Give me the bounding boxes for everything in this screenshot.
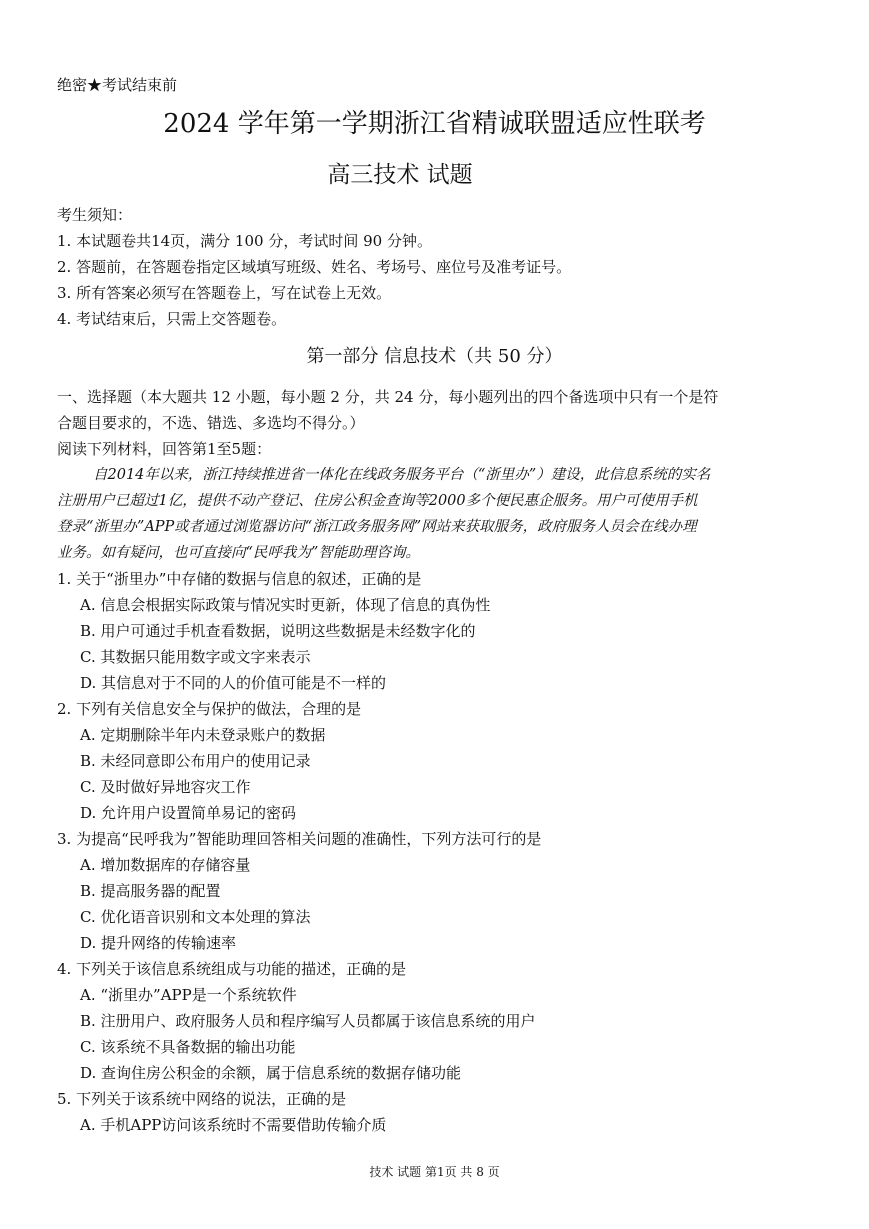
notice-heading: 考生须知：	[57, 206, 133, 224]
question-option: A. 定期删除半年内未登录账户的数据	[80, 726, 326, 744]
notice-item: 2. 答题前，在答题卷指定区域填写班级、姓名、考场号、座位号及准考证号。	[57, 258, 572, 276]
confidential-label: 绝密★考试结束前	[57, 76, 178, 94]
question-option: A. 信息会根据实际政策与情况实时更新，体现了信息的真伪性	[80, 596, 491, 614]
question-option: D. 其信息对于不同的人的价值可能是不一样的	[80, 674, 387, 692]
exam-subtitle: 高三技术 试题	[327, 162, 473, 188]
question-option: B. 未经同意即公布用户的使用记录	[80, 752, 311, 770]
question-option: A. 增加数据库的存储容量	[80, 856, 251, 874]
material-line: 注册用户已超过1亿，提供不动产登记、住房公积金查询等2000多个便民惠企服务。用户可使用手机	[57, 493, 698, 509]
question-option: A. “浙里办”APP是一个系统软件	[80, 986, 297, 1004]
reading-prompt: 阅读下列材料，回答第1至5题：	[57, 440, 272, 458]
question-stem: 4. 下列关于该信息系统组成与功能的描述，正确的是	[57, 960, 407, 978]
section-title: 第一部分 信息技术（共 50 分）	[306, 346, 563, 367]
exam-title: 2024 学年第一学期浙江省精诚联盟适应性联考	[163, 109, 706, 139]
section-instruction: 一、选择题（本大题共 12 小题，每小题 2 分，共 24 分，每小题列出的四个备选项中只有一个是符	[57, 388, 719, 406]
material-line: 自2014年以来，浙江持续推进省一体化在线政务服务平台（“浙里办”）建设，此信息系统的实名	[93, 467, 711, 483]
page-footer: 技术 试题 第1页 共 8 页	[369, 1165, 500, 1179]
question-option: D. 允许用户设置简单易记的密码	[80, 804, 297, 822]
section-instruction: 合题目要求的，不选、错选、多选均不得分。）	[57, 414, 365, 432]
question-option: B. 注册用户、政府服务人员和程序编写人员都属于该信息系统的用户	[80, 1012, 536, 1030]
question-option: C. 其数据只能用数字或文字来表示	[80, 648, 311, 666]
question-option: A. 手机APP访问该系统时不需要借助传输介质	[80, 1116, 387, 1134]
question-option: B. 用户可通过手机查看数据，说明这些数据是未经数字化的	[80, 622, 476, 640]
question-option: B. 提高服务器的配置	[80, 882, 221, 900]
question-option: C. 优化语音识别和文本处理的算法	[80, 908, 311, 926]
material-line: 业务。如有疑问，也可直接向“民呼我为”智能助理咨询。	[57, 545, 420, 561]
notice-item: 4. 考试结束后，只需上交答题卷。	[57, 310, 287, 328]
question-stem: 1. 关于“浙里办”中存储的数据与信息的叙述，正确的是	[57, 570, 422, 588]
question-option: D. 提升网络的传输速率	[80, 934, 237, 952]
notice-item: 3. 所有答案必须写在答题卷上，写在试卷上无效。	[57, 284, 392, 302]
notice-item: 1. 本试题卷共14页，满分 100 分，考试时间 90 分钟。	[57, 232, 432, 250]
question-stem: 5. 下列关于该系统中网络的说法，正确的是	[57, 1090, 347, 1108]
question-stem: 2. 下列有关信息安全与保护的做法，合理的是	[57, 700, 362, 718]
material-line: 登录“浙里办”APP或者通过浏览器访问“浙江政务服务网”网站来获取服务，政府服务人员会在线办理	[57, 519, 697, 535]
question-option: C. 及时做好异地容灾工作	[80, 778, 251, 796]
question-stem: 3. 为提高“民呼我为”智能助理回答相关问题的准确性，下列方法可行的是	[57, 830, 542, 848]
question-option: C. 该系统不具备数据的输出功能	[80, 1038, 296, 1056]
question-option: D. 查询住房公积金的余额，属于信息系统的数据存储功能	[80, 1064, 462, 1082]
